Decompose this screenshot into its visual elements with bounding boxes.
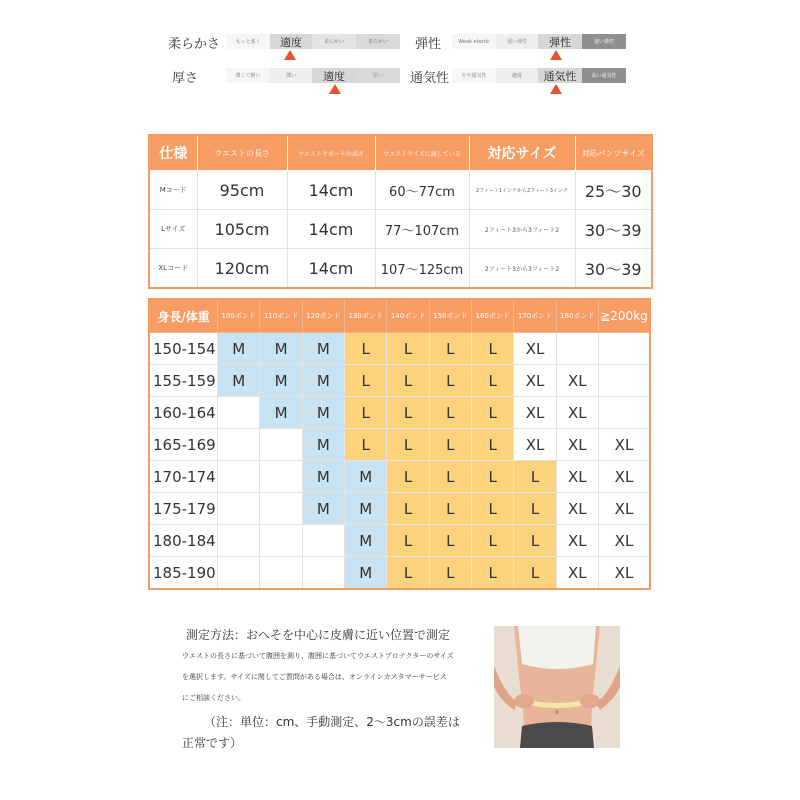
attribute-label: 厚さ xyxy=(172,71,199,86)
size-cell xyxy=(599,365,651,397)
size-cell: XL xyxy=(556,429,598,461)
size-cell xyxy=(556,333,598,365)
size-cell xyxy=(218,397,260,429)
scale-segment: 薄くて軽い xyxy=(226,68,270,83)
size-cell: L xyxy=(387,525,429,557)
spec-waist: 120cm xyxy=(197,249,287,289)
spec-waist: 95cm xyxy=(197,171,287,210)
remark-line-2: 正常です） xyxy=(182,736,243,750)
spec-header-row xyxy=(149,135,652,171)
spec-header-spec: 仕様 xyxy=(149,135,197,171)
size-cell: L xyxy=(387,461,429,493)
size-cell xyxy=(302,525,344,557)
size-cell: M xyxy=(345,557,387,590)
size-cell: L xyxy=(472,493,514,525)
spec-size: 2フィート1インチから2フィート3インチ xyxy=(469,171,575,210)
scale-segment: やや通気性 xyxy=(452,68,496,83)
size-cell: L xyxy=(514,525,556,557)
height-range-label: 170-174 xyxy=(149,461,218,493)
size-chart-row xyxy=(149,333,650,365)
attribute-label: 通気性 xyxy=(410,71,450,86)
size-cell: L xyxy=(345,333,387,365)
size-cell: L xyxy=(429,397,471,429)
size-cell xyxy=(218,557,260,590)
size-chart-row xyxy=(149,525,650,557)
size-cell: L xyxy=(387,333,429,365)
size-chart-row xyxy=(149,557,650,590)
scale-segment: 適度 xyxy=(496,68,538,83)
spec-row-name: XLコード xyxy=(149,249,197,289)
measure-text-2: を選択します。サイズに関してご質問がある場合は、オンラインカスタマーサービス xyxy=(182,673,447,681)
spec-pants: 30～39 xyxy=(575,210,652,249)
spec-header-size: 対応サイズ xyxy=(469,135,575,171)
size-chart-row xyxy=(149,365,650,397)
height-range-label: 185-190 xyxy=(149,557,218,590)
size-cell: XL xyxy=(599,461,651,493)
spec-size: 2フィート3から3フィート2 xyxy=(469,210,575,249)
spec-row-l xyxy=(149,210,652,249)
size-cell: M xyxy=(345,461,387,493)
size-chart-table xyxy=(148,298,651,590)
height-range-label: 160-164 xyxy=(149,397,218,429)
triangle-marker-icon xyxy=(550,50,562,60)
size-cell: M xyxy=(302,365,344,397)
size-cell: M xyxy=(302,429,344,461)
size-cell: XL xyxy=(556,525,598,557)
size-cell: XL xyxy=(556,365,598,397)
spec-pants: 30～39 xyxy=(575,249,652,289)
size-cell: L xyxy=(345,397,387,429)
weight-header: 110ポンド xyxy=(260,299,302,333)
remark-line-1: （注：単位：cm、手動測定、2～3cmの誤差は xyxy=(204,715,460,729)
scale-segment: 厚い xyxy=(356,68,400,83)
spec-size: 2フィート3から3フィート2 xyxy=(469,249,575,289)
triangle-marker-icon xyxy=(284,50,296,60)
attribute-scale-bar xyxy=(452,68,626,83)
size-cell xyxy=(218,493,260,525)
size-cell xyxy=(260,429,302,461)
size-cell: M xyxy=(260,333,302,365)
size-cell: M xyxy=(302,461,344,493)
size-cell: M xyxy=(260,397,302,429)
weight-header: ≧200kg xyxy=(599,299,651,333)
spec-table xyxy=(148,134,653,289)
spec-fit: 77～107cm xyxy=(375,210,469,249)
size-chart-row xyxy=(149,461,650,493)
spec-header-height: ウエストサポートの高さ xyxy=(287,135,375,171)
scale-segment-selected: 通気性 xyxy=(538,68,582,83)
spec-height: 14cm xyxy=(287,210,375,249)
size-cell: XL xyxy=(599,557,651,590)
spec-pants: 25～30 xyxy=(575,171,652,210)
size-cell: XL xyxy=(514,365,556,397)
weight-header: 120ポンド xyxy=(302,299,344,333)
scale-segment: 柔らかい xyxy=(356,34,400,49)
size-cell: L xyxy=(345,429,387,461)
attribute-scale-bar xyxy=(226,68,400,83)
height-range-label: 150-154 xyxy=(149,333,218,365)
size-cell: XL xyxy=(514,397,556,429)
weight-header: 100ポンド xyxy=(218,299,260,333)
weight-header: 180ポンド xyxy=(556,299,598,333)
weight-header: 130ポンド xyxy=(345,299,387,333)
size-cell: M xyxy=(302,493,344,525)
size-cell: L xyxy=(472,397,514,429)
size-cell: XL xyxy=(556,557,598,590)
spec-height: 14cm xyxy=(287,171,375,210)
spec-row-m xyxy=(149,171,652,210)
size-chart-corner: 身長/体重 xyxy=(149,299,218,333)
scale-segment: 柔らかい xyxy=(312,34,356,49)
spec-header-pants: 対応パンツサイズ xyxy=(575,135,652,171)
triangle-marker-icon xyxy=(329,84,341,94)
size-cell xyxy=(302,557,344,590)
spec-header-fit: ウエストサイズに適している xyxy=(375,135,469,171)
size-cell: XL xyxy=(599,429,651,461)
size-cell: XL xyxy=(556,493,598,525)
size-cell xyxy=(599,333,651,365)
size-cell xyxy=(218,429,260,461)
size-cell xyxy=(260,557,302,590)
size-chart-row xyxy=(149,493,650,525)
size-cell: L xyxy=(429,333,471,365)
size-cell: L xyxy=(472,525,514,557)
size-cell: M xyxy=(345,525,387,557)
size-cell: L xyxy=(472,365,514,397)
spec-height: 14cm xyxy=(287,249,375,289)
size-cell: L xyxy=(472,333,514,365)
attribute-label: 柔らかさ xyxy=(168,37,221,52)
size-cell: L xyxy=(514,493,556,525)
size-cell: XL xyxy=(599,525,651,557)
scale-segment: 高い通気性 xyxy=(582,68,626,83)
size-cell: L xyxy=(387,365,429,397)
size-cell: L xyxy=(429,365,471,397)
size-cell xyxy=(260,461,302,493)
scale-segment: 弱い弾性 xyxy=(496,34,538,49)
height-range-label: 165-169 xyxy=(149,429,218,461)
size-cell: XL xyxy=(556,461,598,493)
scale-segment: Weak elastic xyxy=(452,34,496,49)
size-cell: M xyxy=(218,333,260,365)
scale-segment: 薄い xyxy=(270,68,312,83)
size-cell: M xyxy=(260,365,302,397)
scale-segment: 強い弾性 xyxy=(582,34,626,49)
size-cell: L xyxy=(345,365,387,397)
attribute-scale-bar xyxy=(226,34,400,49)
spec-header-waist: ウエストの長さ xyxy=(197,135,287,171)
size-cell: XL xyxy=(556,397,598,429)
spec-row-name: Mコード xyxy=(149,171,197,210)
size-cell xyxy=(260,525,302,557)
size-cell: L xyxy=(429,557,471,590)
size-cell: M xyxy=(302,397,344,429)
size-cell xyxy=(599,397,651,429)
scale-segment: もっと強く xyxy=(226,34,270,49)
attribute-scale-bar xyxy=(452,34,626,49)
size-cell xyxy=(218,525,260,557)
size-cell xyxy=(218,461,260,493)
size-cell: XL xyxy=(599,493,651,525)
measure-text-1: ウエストの長さに基づいて腹囲を測り、腹囲に基づいてウエストプロテクターのサイズ xyxy=(182,652,454,660)
height-range-label: 180-184 xyxy=(149,525,218,557)
weight-header: 150ポンド xyxy=(429,299,471,333)
size-cell: L xyxy=(387,429,429,461)
measure-title: 測定方法：おへそを中心に皮膚に近い位置で測定 xyxy=(186,628,451,642)
spec-fit: 60～77cm xyxy=(375,171,469,210)
triangle-marker-icon xyxy=(550,84,562,94)
size-cell xyxy=(260,493,302,525)
scale-segment-selected: 弾性 xyxy=(538,34,582,49)
height-range-label: 175-179 xyxy=(149,493,218,525)
size-cell: L xyxy=(429,461,471,493)
spec-fit: 107～125cm xyxy=(375,249,469,289)
weight-header: 170ポンド xyxy=(514,299,556,333)
size-chart-header-row xyxy=(149,299,650,333)
scale-segment-selected: 適度 xyxy=(312,68,356,83)
size-chart-row xyxy=(149,397,650,429)
weight-header: 140ポンド xyxy=(387,299,429,333)
waist-measurement-photo xyxy=(494,626,620,748)
scale-segment-selected: 適度 xyxy=(270,34,312,49)
size-cell: M xyxy=(345,493,387,525)
spec-row-name: Lサイズ xyxy=(149,210,197,249)
spec-row-xl xyxy=(149,249,652,289)
size-cell: L xyxy=(472,461,514,493)
size-cell: L xyxy=(387,493,429,525)
weight-header: 160ポンド xyxy=(472,299,514,333)
size-cell: M xyxy=(302,333,344,365)
size-cell: M xyxy=(218,365,260,397)
size-cell: L xyxy=(429,525,471,557)
size-cell: L xyxy=(387,557,429,590)
size-cell: L xyxy=(429,429,471,461)
spec-waist: 105cm xyxy=(197,210,287,249)
size-cell: XL xyxy=(514,333,556,365)
size-cell: XL xyxy=(514,429,556,461)
size-cell: L xyxy=(514,461,556,493)
size-cell: L xyxy=(472,429,514,461)
size-cell: L xyxy=(387,397,429,429)
measure-text-3: にご相談ください。 xyxy=(182,694,245,702)
size-chart-row xyxy=(149,429,650,461)
size-cell: L xyxy=(429,493,471,525)
size-cell: L xyxy=(514,557,556,590)
height-range-label: 155-159 xyxy=(149,365,218,397)
size-cell: L xyxy=(472,557,514,590)
attribute-label: 弾性 xyxy=(415,37,442,52)
